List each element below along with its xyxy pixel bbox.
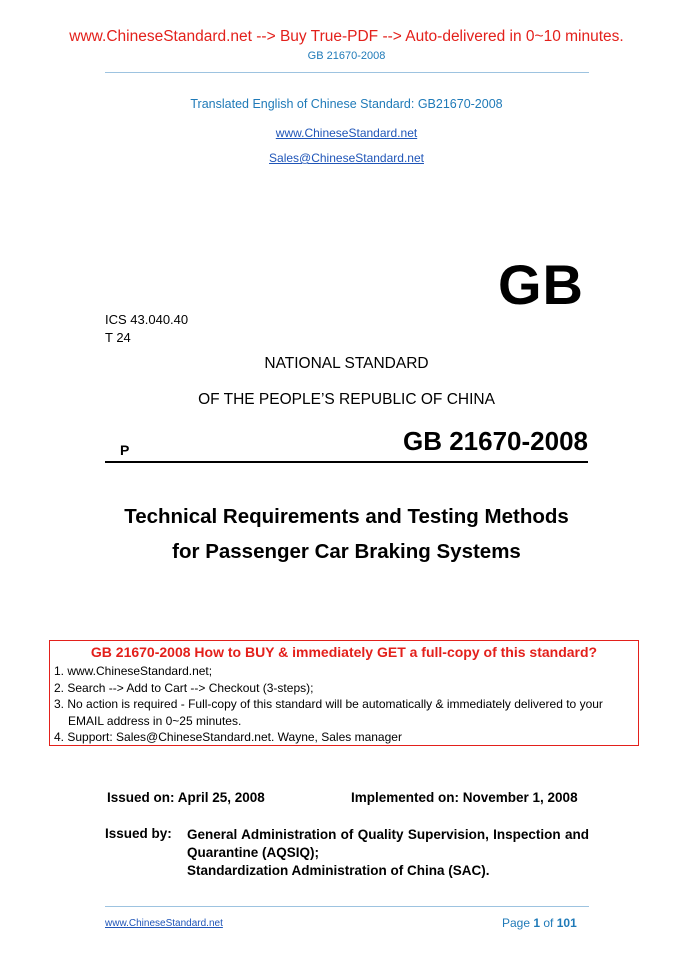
gb-logo-mark: GB [498,253,584,316]
buy-step: 1. www.ChineseStandard.net; [54,664,213,678]
issuer-aqsiq: General Administration of Quality Supervision, Inspection and Quarantine (AQSIQ); [187,827,589,860]
buy-step: 3. No action is required - Full-copy of this standard will be automatically & immediately delivered to your EMAIL address in 0~25 minutes. [54,697,603,728]
document-title-line1: Technical Requirements and Testing Methods [124,505,569,528]
implemented-date: Implemented on: November 1, 2008 [351,790,578,805]
standard-number: GB 21670-2008 [402,426,588,456]
issuer-sac: Standardization Administration of China (SAC). [187,863,490,878]
prc-heading: OF THE PEOPLE’S REPUBLIC OF CHINA [198,391,495,408]
page-prefix: Page [502,916,534,930]
classification-codes [105,311,188,347]
email-link[interactable]: Sales@ChineseStandard.net [269,151,424,165]
page-of: of [540,916,557,930]
translated-caption: Translated English of Chinese Standard: GB21670-2008 [190,97,503,111]
issued-date: Issued on: April 25, 2008 [107,790,265,805]
top-banner[interactable]: www.ChineseStandard.net --> Buy True-PDF --> Auto-delivered in 0~10 minutes. [69,28,624,45]
p-mark: P [120,442,130,458]
issued-by-label: Issued by: [105,826,172,841]
buy-instructions-box [49,640,639,746]
header-standard-code: GB 21670-2008 [307,50,386,62]
national-standard-heading: NATIONAL STANDARD [264,355,429,372]
issuer-block [187,826,589,880]
page-current: 1 [533,916,541,930]
buy-step: 4. Support: Sales@ChineseStandard.net. Wayne, Sales manager [54,730,402,744]
footer-link[interactable]: www.ChineseStandard.net [105,918,223,929]
ics-code: ICS 43.040.40 [105,312,189,327]
buy-step: 2. Search --> Add to Cart --> Checkout (3-steps); [54,680,314,695]
buy-box-title: GB 21670-2008 How to BUY & immediately GET a full-copy of this standard? [90,644,598,660]
buy-steps-list [50,663,638,746]
website-link[interactable]: www.ChineseStandard.net [275,126,418,140]
title-rule [105,461,588,463]
footer-divider [105,906,589,907]
header-divider [105,72,589,73]
t-code: T 24 [105,330,131,345]
document-title-line2: for Passenger Car Braking Systems [172,540,521,563]
page-total: 101 [556,916,577,930]
page-indicator [502,916,577,930]
